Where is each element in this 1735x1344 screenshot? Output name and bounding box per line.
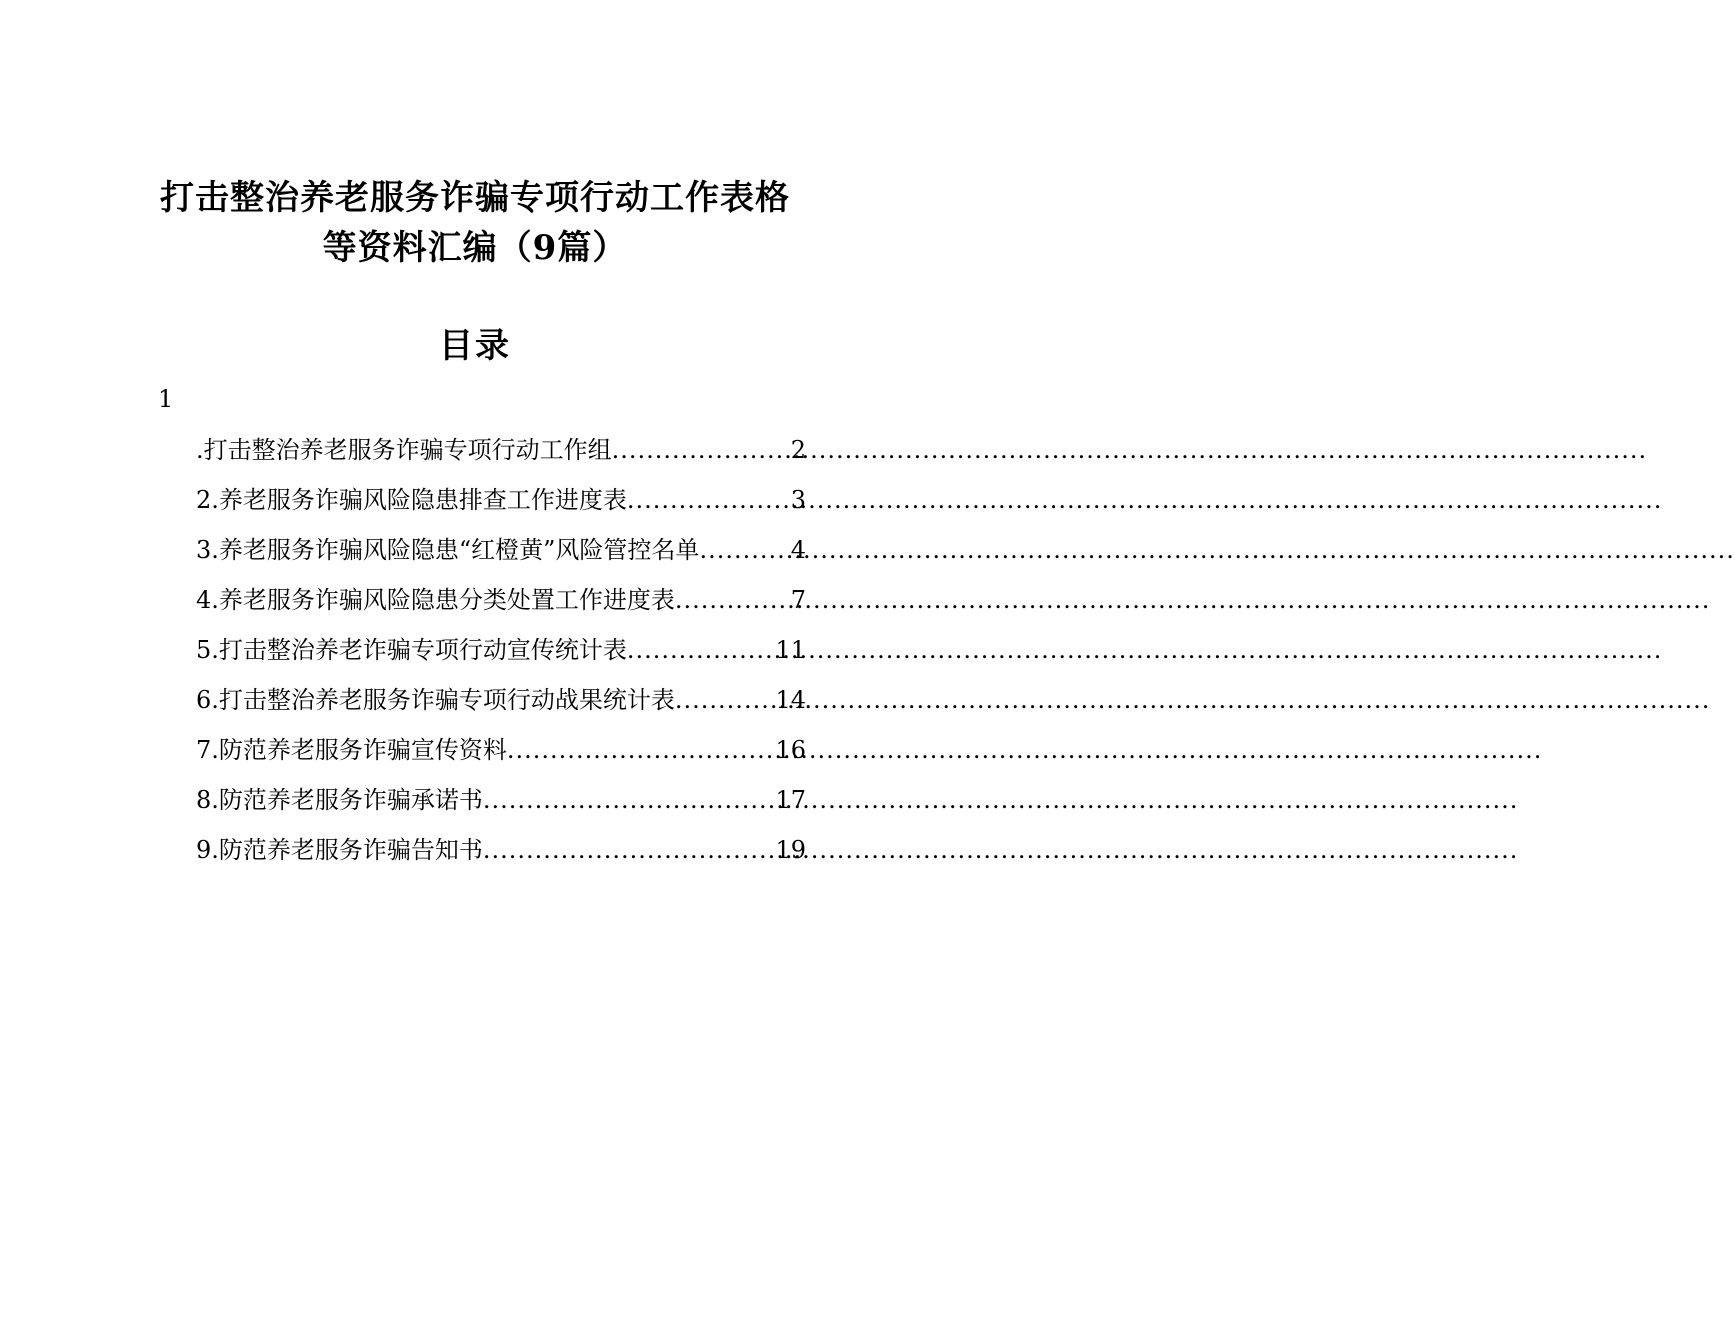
toc-entry-title: .打击整治养老服务诈骗专项行动工作组 xyxy=(196,436,612,464)
toc-leader-dots xyxy=(483,832,776,868)
toc-entry-2[interactable] xyxy=(196,482,806,532)
toc-entry-1[interactable] xyxy=(196,432,806,482)
document-title-line-2: 等资料汇编（9篇） xyxy=(322,228,628,268)
document-title-line-1: 打击整治养老服务诈骗专项行动工作表格 xyxy=(160,178,790,218)
toc-leader-dots xyxy=(507,732,776,768)
toc-entry-page: 11 xyxy=(775,636,806,664)
toc-entry-8[interactable] xyxy=(196,782,806,832)
toc-leader-dots xyxy=(699,532,790,568)
toc-entry-9[interactable] xyxy=(196,832,806,882)
toc-entry-title: 4.养老服务诈骗风险隐患分类处置工作进度表 xyxy=(196,586,675,614)
toc-leader-dots xyxy=(675,582,791,618)
toc-entry-page: 3 xyxy=(790,486,806,514)
toc-entry-title: 2.养老服务诈骗风险隐患排查工作进度表 xyxy=(196,486,627,514)
toc-entry-page: 2 xyxy=(790,436,806,464)
toc-entry-title: 9.防范养老服务诈骗告知书 xyxy=(196,836,483,864)
toc-leader-dots xyxy=(483,782,776,818)
toc-leader-dots xyxy=(627,482,791,518)
table-of-contents xyxy=(196,432,806,882)
toc-entry-page: 14 xyxy=(775,686,806,714)
toc-entry-5[interactable] xyxy=(196,632,806,682)
toc-entry-title: 3.养老服务诈骗风险隐患“红橙黄”风险管控名单 xyxy=(196,536,700,564)
toc-entry-4[interactable] xyxy=(196,582,806,632)
toc-heading: 目录 xyxy=(439,326,511,366)
toc-entry-page: 4 xyxy=(790,536,806,564)
toc-entry-3[interactable] xyxy=(196,532,806,582)
toc-entry-title: 8.防范养老服务诈骗承诺书 xyxy=(196,786,483,814)
toc-entry-6[interactable] xyxy=(196,682,806,732)
toc-leader-dots xyxy=(612,432,791,468)
toc-entry-page: 19 xyxy=(775,836,806,864)
toc-leader-dots xyxy=(627,632,776,668)
toc-entry-page: 7 xyxy=(790,586,806,614)
stray-page-number: 1 xyxy=(158,385,174,413)
toc-entry-title: 6.打击整治养老服务诈骗专项行动战果统计表 xyxy=(196,686,675,714)
toc-entry-page: 17 xyxy=(775,786,806,814)
toc-entry-title: 5.打击整治养老诈骗专项行动宣传统计表 xyxy=(196,636,627,664)
toc-leader-dots xyxy=(675,682,776,718)
toc-entry-page: 16 xyxy=(775,736,806,764)
toc-entry-7[interactable] xyxy=(196,732,806,782)
toc-entry-title: 7.防范养老服务诈骗宣传资料 xyxy=(196,736,507,764)
